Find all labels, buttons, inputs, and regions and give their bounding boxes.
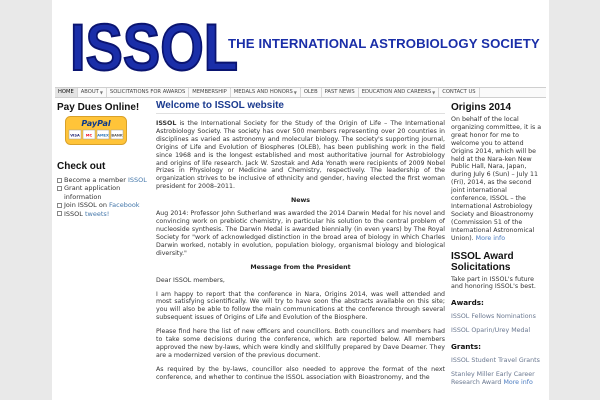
- card-label: MC: [85, 133, 93, 138]
- origins-body: On behalf of the local organizing committee, it is a great honor for me to welcome you to attend Origins 2014, which will be held at the Nara-ken New Public Hall, Nara, Japan, during July 6 (Sun) – July 11 (Fri), 2014, as the second joint international conference, ISSOL – the International Astrobiology Society and Bioastronomy (Commission 51 of the International Astronomical Union).: [451, 116, 542, 242]
- nav-item-oleb[interactable]: [301, 88, 322, 97]
- card-bank-icon: [111, 130, 123, 139]
- main-navigation: [55, 87, 546, 98]
- grant-link[interactable]: ISSOL Student Travel Grants: [451, 357, 540, 365]
- site-header: [52, 0, 549, 82]
- check-out-item-text: [64, 184, 155, 201]
- nav-item-label: MEMBERSHIP: [192, 89, 227, 95]
- chevron-down-icon: ▼: [293, 90, 297, 95]
- awards-list: [451, 313, 544, 335]
- nav-item-label: CONTACT US: [442, 89, 476, 95]
- award-link[interactable]: ISSOL Oparin/Urey Medal: [451, 327, 531, 335]
- check-out-item-link[interactable]: ISSOL: [127, 176, 147, 184]
- logo-text: ISSOL: [70, 10, 238, 84]
- nav-item-label: SOLICITATIONS FOR AWARDS: [109, 89, 186, 95]
- nav-item-contact-us[interactable]: [439, 88, 479, 97]
- news-paragraph: Aug 2014: Professor John Sutherland was awarded the 2014 Darwin Medal for his novel and convincing work on prebiotic chemistry, in particular his solution to the central problem of nucleoside synthesis. The Darwin Medal is awarded biennially (in even years) by The Royal Society for "work of acknowledged distinction in the broad area of biology in which Charles Darwin worked, notably in evolution, population biology, organismal biology and biological diversity.": [156, 210, 445, 257]
- president-message-2: Please find here the list of new officers and councillors. Both councillors and members had to take some decisions during the conference, which are reported below. All members approved the new by-laws, which were kindly and skillfully prepared by Dave Deamer. They are a modernized version of the previous document.: [156, 328, 445, 359]
- origins-heading[interactable]: Origins 2014: [451, 102, 512, 113]
- nav-item-home[interactable]: [55, 88, 78, 97]
- checkbox-icon: [57, 178, 62, 183]
- card-visa-icon: [69, 130, 81, 139]
- right-sidebar: [451, 102, 544, 387]
- nav-item-label: OLEB: [303, 89, 318, 95]
- card-label: BANK: [111, 133, 123, 138]
- nav-item-label: PAST NEWS: [324, 89, 355, 95]
- grant-extra-more-link[interactable]: More info: [503, 379, 533, 387]
- intro-bold: ISSOL: [156, 120, 177, 127]
- check-out-item-text: [64, 176, 147, 184]
- check-out-item-text: [64, 201, 140, 209]
- nav-item-label: HOME: [58, 89, 74, 95]
- grants-list: [451, 357, 544, 365]
- checkbox-icon: [57, 203, 62, 208]
- check-out-item-label: ISSOL: [64, 209, 85, 218]
- nav-item-past-news[interactable]: [322, 88, 359, 97]
- origins-more-link[interactable]: More info: [475, 234, 506, 242]
- page-title: Welcome to ISSOL website: [156, 100, 445, 114]
- nav-item-membership[interactable]: [189, 88, 231, 97]
- award-heading[interactable]: ISSOL Award Solicitations: [451, 250, 514, 273]
- check-out-heading: Check out: [57, 161, 106, 172]
- nav-item-medals-and-honors[interactable]: [231, 88, 301, 97]
- check-out-list: [57, 176, 155, 218]
- origins-text: [451, 116, 544, 243]
- check-out-item-label: Become a member: [64, 176, 128, 184]
- page: [52, 0, 549, 400]
- check-out-item-link[interactable]: Facebook: [109, 201, 140, 210]
- site-title[interactable]: THE INTERNATIONAL ASTROBIOLOGY SOCIETY: [228, 36, 540, 51]
- card-amex-icon: [97, 130, 109, 139]
- nav-item-label: EDUCATION AND CAREERS: [361, 89, 432, 95]
- pay-dues-heading: Pay Dues Online!: [57, 102, 140, 113]
- nav-item-solicitations-for-awards[interactable]: [107, 88, 189, 97]
- chevron-down-icon: ▼: [432, 90, 436, 95]
- card-label: AMEX: [97, 133, 109, 138]
- news-heading: News: [290, 197, 311, 205]
- intro-text: is the International Society for the Study of the Origin of Life – The International Astrobiology Society. The society has over 500 members representing over 20 countries in disciplines as varied as astronomy and molecular biology. The society's supporting journal, Origins of Life and Evolution of Biospheres (OLEB), has been publishing work in the field since 1968 and is the longest established and most authoritative journal for Astrobiology and origins of life research. Jack W. Szostak and Ada Yonath were recipients of 2009 Nobel Prizes in Physiology or Medicine and Chemistry, respectively. The leadership of the organization strives to be inclusive of ethnicity and gender, having elected the first woman president for 2008–2011.: [156, 120, 445, 191]
- nav-item-education-and-careers[interactable]: [359, 88, 440, 97]
- grant-extra-text: Stanley Miller Early Career Research Award: [451, 371, 535, 387]
- grant-extra[interactable]: [451, 371, 544, 387]
- check-out-item-label: Join ISSOL on: [64, 201, 110, 210]
- card-label: VISA: [70, 133, 80, 138]
- check-out-item[interactable]: [57, 176, 155, 184]
- award-text: Take part in ISSOL's future and honoring ISSOL's best.: [451, 275, 536, 291]
- checkbox-icon: [57, 186, 62, 191]
- check-out-item-label: Grant application information: [64, 184, 121, 201]
- award-link[interactable]: ISSOL Fellows Nominations: [451, 313, 536, 321]
- checkbox-icon: [57, 211, 62, 216]
- nav-item-label: ABOUT: [80, 89, 99, 95]
- issol-logo[interactable]: [68, 8, 240, 84]
- nav-item-about[interactable]: [78, 88, 107, 97]
- main-content: [156, 100, 445, 382]
- intro-paragraph: [156, 120, 445, 191]
- check-out-item[interactable]: [57, 201, 155, 209]
- chevron-down-icon: ▼: [99, 90, 103, 95]
- nav-item-label: MEDALS AND HONORS: [233, 89, 293, 95]
- grants-heading: Grants:: [451, 342, 481, 352]
- awards-heading: Awards:: [451, 298, 484, 308]
- check-out-item[interactable]: [57, 210, 155, 218]
- paypal-brand-text: PayPal: [81, 119, 111, 128]
- president-message-1: I am happy to report that the conference in Nara, Origins 2014, was well attended and most satisfying scientifically. We will try to have soon the abstracts available on this site; you will also be able to follow the main communications at the conference through several subsequent issues of Origins of Life and Evolution of the Biosphere.: [156, 290, 445, 322]
- check-out-item-text: [64, 210, 109, 218]
- check-out-item-link[interactable]: tweets!: [84, 209, 110, 218]
- greeting: Dear ISSOL members,: [156, 276, 225, 284]
- president-message-3: As required by the by-laws, councillor also needed to approve the format of the next conference, and whether to continue the ISSOL association with Bioastronomy, and the: [156, 365, 445, 381]
- left-sidebar: [57, 102, 155, 218]
- check-out-item[interactable]: [57, 184, 155, 201]
- card-mc-icon: [83, 130, 95, 139]
- paypal-button[interactable]: [65, 116, 127, 145]
- president-heading: Message from the President: [250, 263, 351, 271]
